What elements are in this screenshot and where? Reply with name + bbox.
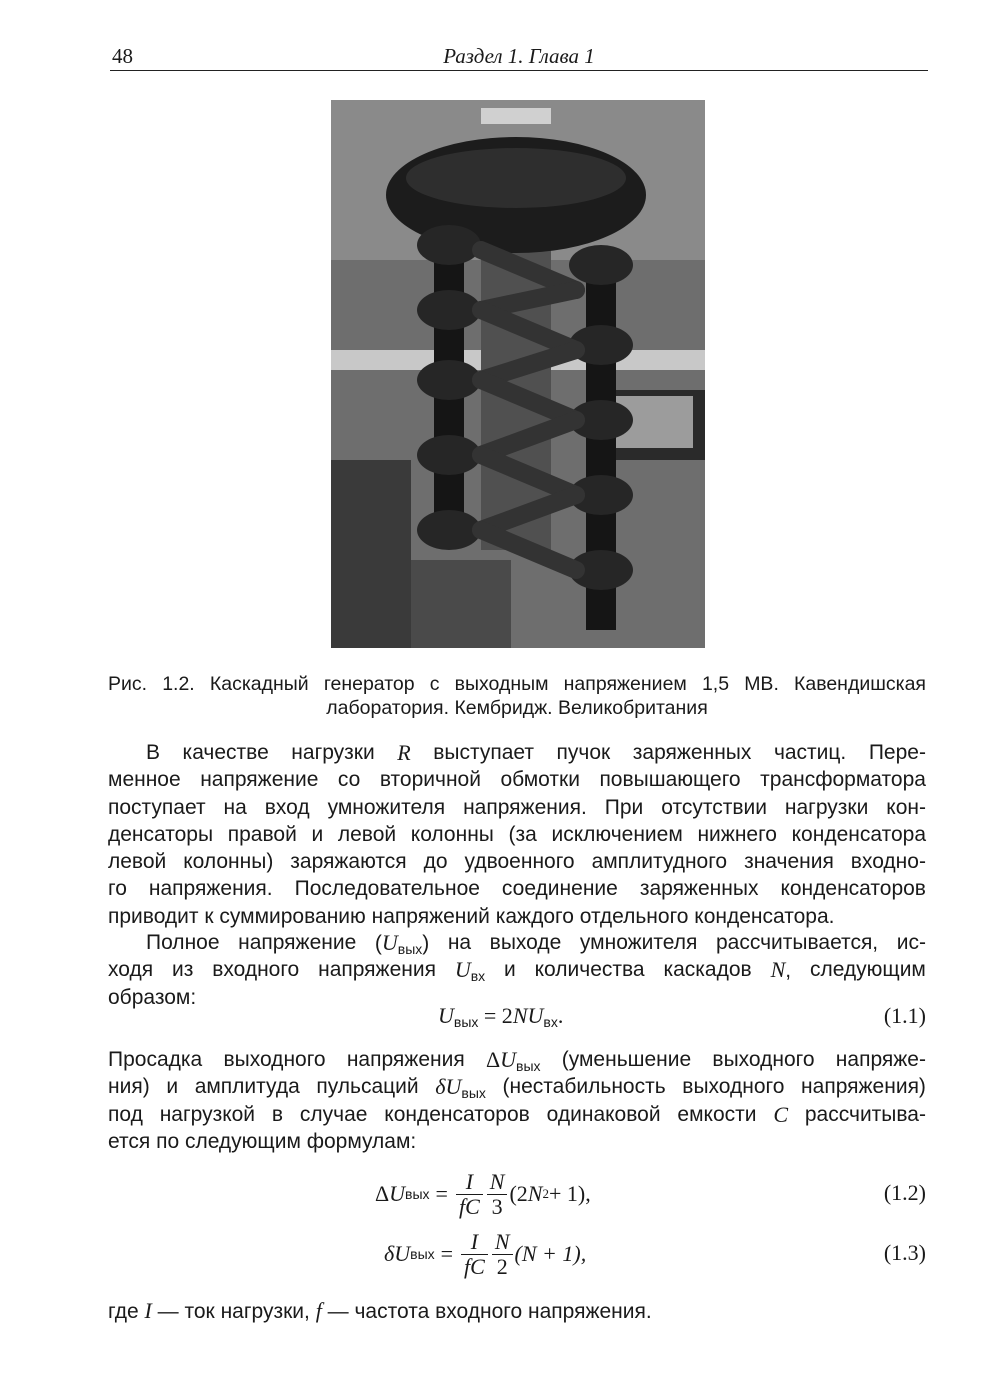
fraction-N-over-3: $\frac{N}{3}$ — [487, 1170, 508, 1219]
text-line: образом: — [108, 985, 197, 1009]
equation-1-2: Δ U вых = $\frac{I}{fC}$ $\frac{N}{3}$ (2 N 2 + 1), (1.2) — [375, 1168, 926, 1219]
equation-number: (1.3) — [883, 1240, 926, 1265]
caption-line-2: лаборатория. Кембридж. Великобритания — [326, 697, 708, 719]
text-line: ходя из входного напряжения Uвх и количества каскадов N, следующим — [108, 957, 926, 985]
equation-1-1: $U_{вых} = 2NU_{вх}$. (1.1) — [438, 1003, 926, 1030]
text-line: денсаторы правой и левой колонны (за исключением нижнего конденсатора — [108, 822, 926, 846]
text-line: Просадка выходного напряжения ΔUвых (уменьшение выходного напряже- — [108, 1047, 926, 1074]
equation-number: (1.2) — [883, 1180, 926, 1205]
text-line: ется по следующим формулам: — [108, 1129, 417, 1153]
text-line: ния) и амплитуда пульсаций δUвых (нестабильность выходного напряжения) — [108, 1074, 926, 1102]
running-head: Раздел 1. Глава 1 — [443, 44, 595, 68]
paragraph-2 — [108, 929, 926, 1011]
photo-drawing — [331, 100, 705, 648]
text-line: поступает на вход умножителя напряжения. При отсутствии нагрузки кон- — [108, 795, 926, 819]
inline-formula-uin: Uвх — [454, 957, 486, 985]
text-line: приводит к суммированию напряжений каждого отдельного конденсатора. — [108, 904, 835, 928]
fraction-I-over-fC: $\frac{I}{fC}$ — [456, 1170, 483, 1219]
fraction-N-over-2: $\frac{N}{2}$ — [492, 1230, 513, 1279]
text-line: Полное напряжение (Uвых) на выходе умножителя рассчитывается, ис- — [146, 930, 926, 957]
paragraph-1 — [108, 739, 926, 930]
page-number: 48 — [112, 44, 133, 68]
caption-line-1: Рис. 1.2. Каскадный генератор с выходным напряжением 1,5 МВ. Кавендишская — [108, 673, 926, 695]
text-line: где I — ток нагрузки, f — частота входного напряжения. — [108, 1298, 652, 1323]
text-line: под нагрузкой в случае конденсаторов одинаковой емкости C рассчитыва- — [108, 1101, 926, 1127]
fraction-I-over-fC: $\frac{I}{fC}$ — [461, 1230, 488, 1279]
text-line: менное напряжение со вторичной обмотки повышающего трансформатора — [108, 768, 926, 792]
paragraph-4 — [108, 1297, 926, 1324]
equation-number: (1.1) — [883, 1003, 926, 1028]
text-line: левой колонны) заряжаются до удвоенного амплитудного значения входно- — [108, 850, 926, 874]
page-header — [110, 40, 928, 71]
text-line: го напряжения. Последовательное соединение заряженных конденсаторов — [108, 877, 926, 901]
figure-caption — [108, 672, 926, 720]
equation-1-3: δ U вых = $\frac{I}{fC}$ $\frac{N}{2}$ (N + 1), (1.3) — [384, 1228, 926, 1279]
paragraph-3 — [108, 1046, 926, 1155]
cascade-generator-photo — [331, 100, 705, 648]
inline-formula-uout: (Uвых) — [374, 930, 430, 957]
text-line: В качестве нагрузки R выступает пучок заряженных частиц. Пере- — [146, 740, 926, 765]
